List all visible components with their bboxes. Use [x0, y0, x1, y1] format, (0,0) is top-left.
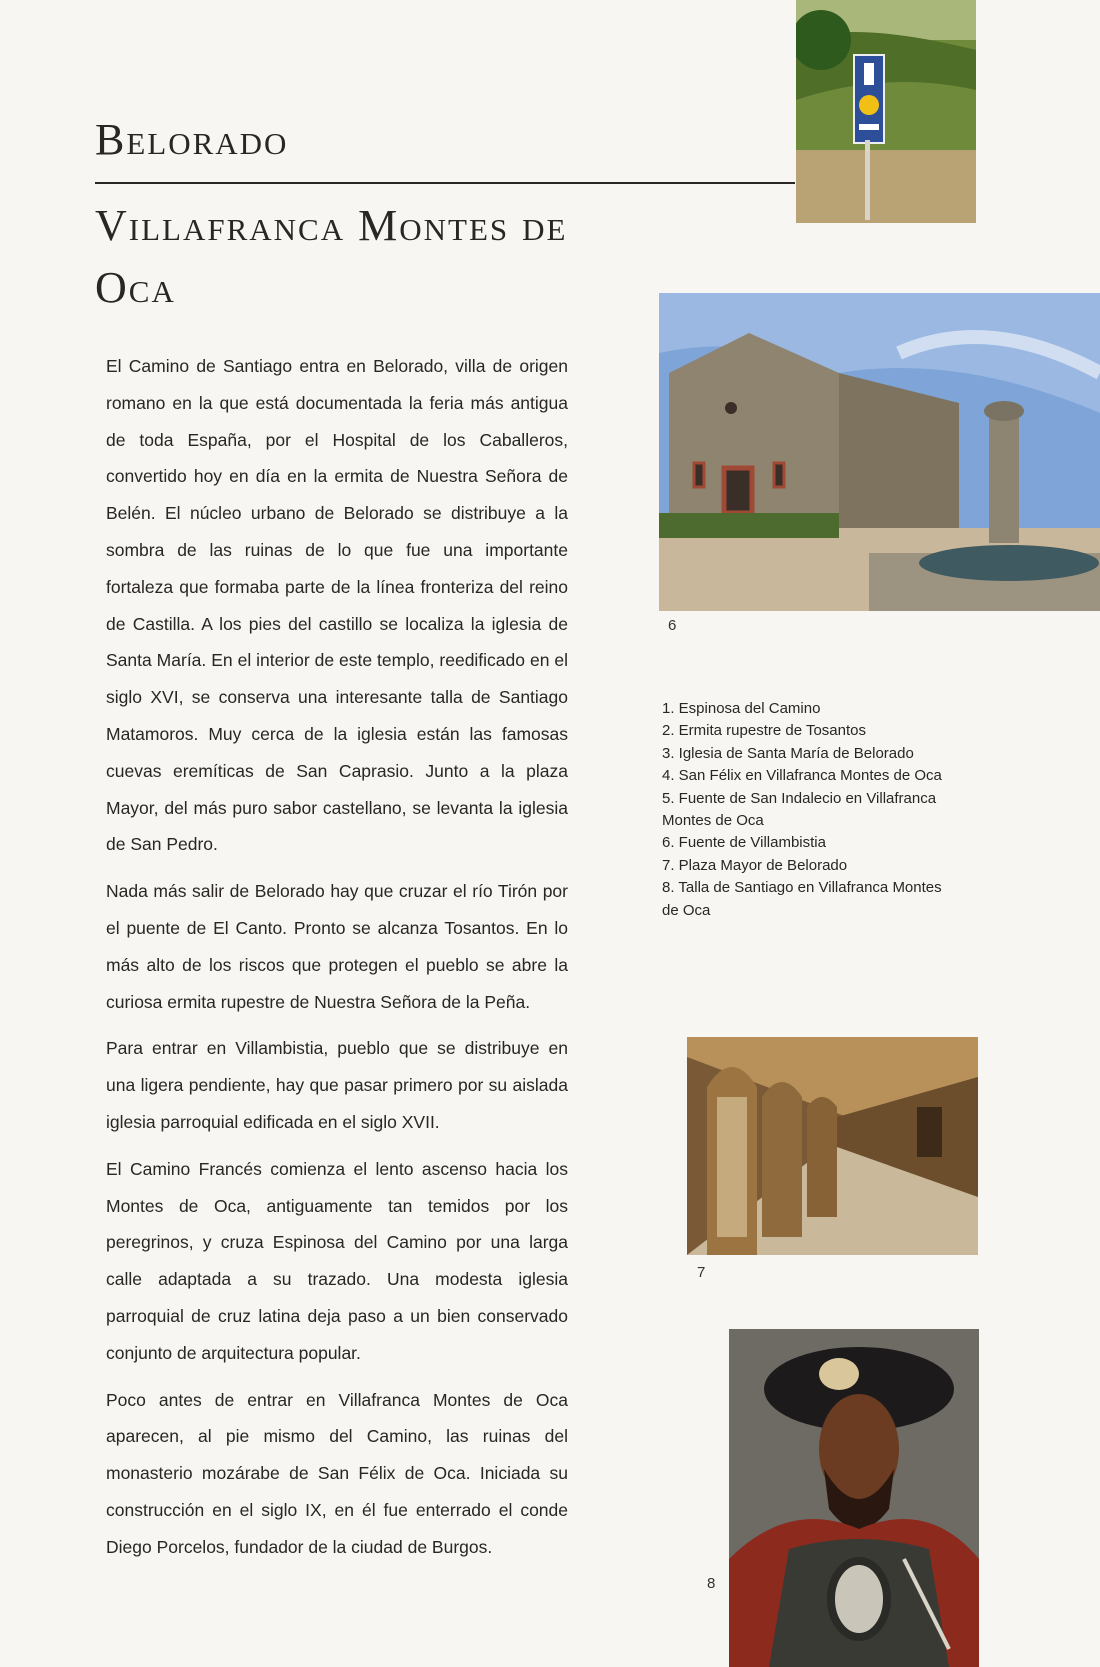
photo6-number: 6 [668, 617, 677, 634]
caption-item: 8. Talla de Santiago en Villafranca Montes de Oca [662, 879, 942, 919]
photo8-number: 8 [707, 1575, 716, 1592]
caption-item: 2. Ermita rupestre de Tosantos [662, 722, 866, 740]
photo-captions [662, 698, 962, 922]
caption-item: 5. Fuente de San Indalecio en Villafranca Montes de Oca [662, 789, 937, 830]
paragraph: Nada más salir de Belorado hay que cruzar el río Tirón por el puente de El Canto. Pronto se alcanza Tosantos. En lo más alto de los riscos que protegen el pueblo se abre la curiosa ermita rupestre de Nuestra Señora de la Peña. [106, 881, 568, 1012]
article-body [106, 348, 568, 1576]
photo-camino-sign [796, 0, 976, 223]
paragraph: El Camino de Santiago entra en Belorado, villa de origen romano en la que está documentada la feria más antigua de toda España, por el Hospital de los Caballeros, convertido hoy en día en la ermita de Nuestra Señora de Belén. El núcleo urbano de Belorado se distribuye a la sombra de las ruinas de lo que fue una importante fortaleza que formaba parte de la línea fronteriza del reino de Castilla. A los pies del castillo se localiza la iglesia de Santa María. En el interior de este templo, reedificado en el siglo XVI, se conserva una interesante talla de Santiago Matamoros. Muy cerca de la iglesia están las famosas cuevas eremíticas de San Caprasio. Junto a la plaza Mayor, del más puro sabor castellano, se levanta la iglesia de San Pedro. [106, 356, 568, 855]
page-title: Belorado [95, 115, 289, 164]
caption-item: 1. Espinosa del Camino [662, 700, 821, 717]
photo-fuente-villambistia [659, 293, 1100, 611]
caption-item: 4. San Félix en Villafranca Montes de Oca [662, 767, 942, 785]
caption-item: 7. Plaza Mayor de Belorado [662, 856, 848, 874]
paragraph: Para entrar en Villambistia, pueblo que se distribuye en una ligera pendiente, hay que pasar primero por su aislada iglesia parroquial edificada en el siglo XVII. [106, 1038, 568, 1132]
caption-item: 3. Iglesia de Santa María de Belorado [662, 744, 914, 762]
photo-talla-santiago [729, 1329, 979, 1667]
paragraph: El Camino Francés comienza el lento ascenso hacia los Montes de Oca, antiguamente tan temidos por los peregrinos, y cruza Espinosa del Camino por una larga calle adaptada a su trazado. Una modesta iglesia parroquial de cruz latina deja paso a un bien conservado conjunto de arquitectura popular. [106, 1158, 568, 1363]
paragraph: Poco antes de entrar en Villafranca Montes de Oca aparecen, al pie mismo del Camino, las ruinas del monasterio mozárabe de San Félix de Oca. Iniciada su construcción en el siglo IX, en él fue enterrado el conde Diego Porcelos, fundador de la ciudad de Burgos. [106, 1389, 568, 1557]
title-divider [95, 182, 795, 184]
photo-plaza-mayor-belorado [687, 1037, 978, 1255]
page-subtitle: Villafranca Montes de Oca [95, 201, 568, 312]
photo7-number: 7 [697, 1264, 706, 1281]
caption-item: 6. Fuente de Villambistia [662, 834, 826, 852]
